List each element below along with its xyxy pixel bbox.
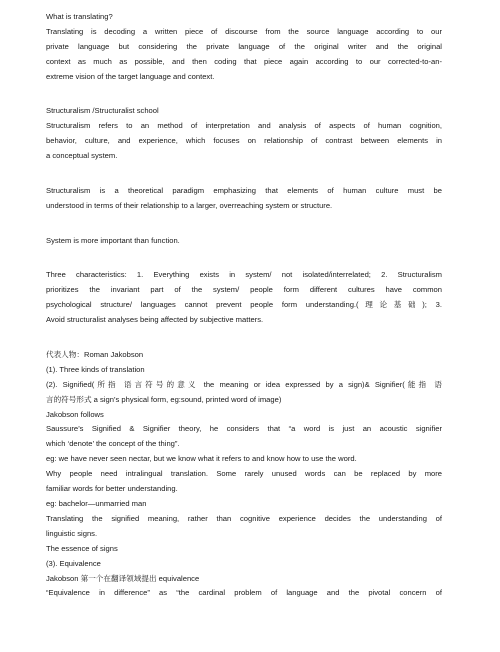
document-page [46, 10, 442, 601]
text-line: (2). Signified(所指 语言符号的意义 the meaning or idea expressed by a sign)& Signifier(能指 语 [46, 379, 442, 389]
text-line: What is translating? [46, 12, 113, 21]
text-line: Structuralism refers to an method of interpretation and analysis of aspects of human cognition, [46, 121, 442, 131]
text-line: extreme vision of the target language and context. [46, 71, 215, 81]
text-line: behavior, culture, and experience, which focuses on relationship of contrast between elements in [46, 136, 442, 146]
text-line: linguistic signs. [46, 528, 98, 538]
text-line: Structuralism is a theoretical paradigm emphasizing that elements of human culture must be [46, 185, 442, 195]
text-line: context as much as possible, and then coding that piece again according to our corrected-to-an- [46, 56, 442, 66]
text-line: Jakobson 第一个在翻译领域提出 equivalence [46, 573, 200, 583]
text-line: “Equivalence in difference” as “the cardinal problem of language and the pivotal concern of [46, 588, 442, 598]
text-line: System is more important than function. [46, 235, 180, 245]
text-line: which ‘denote’ the concept of the thing”. [46, 439, 180, 449]
text-line: Saussure’s Signified & Signifier theory, he considers that “a word is just an acoustic signifier [46, 424, 442, 434]
text-line: understood in terms of their relationship to a larger, overreaching system or structure. [46, 200, 333, 210]
text-line: a conceptual system. [46, 151, 118, 161]
text-line: (3). Equivalence [46, 558, 101, 568]
text-line: Why people need intralingual translation. Some rarely unused words can be replaced by more [46, 469, 442, 479]
text-line: private language but considering the private language of the original writer and the original [46, 41, 442, 51]
text-line: Jakobson follows [46, 409, 104, 419]
text-line: 言的符号形式 a sign’s physical form, eg:sound, printed word of image) [46, 394, 282, 404]
text-line: Translating the signified meaning, rather than cognitive experience decides the understanding of [46, 513, 442, 523]
text-line: The essence of signs [46, 543, 118, 553]
text-line: psychological structure/ languages cannot prevent people form understanding.(理论基础); 3. [46, 300, 442, 310]
text-line: Translating is decoding a written piece of discourse from the source language according to our [46, 26, 442, 36]
text-line: prioritizes the invariant part of the system/ people form different cultures have common [46, 285, 442, 295]
text-line: 代表人物：Roman Jakobson [46, 349, 144, 359]
text-line: familiar words for better understanding. [46, 484, 178, 494]
text-line: Avoid structuralist analyses being affected by subjective matters. [46, 315, 264, 325]
text-line: eg: we have never seen nectar, but we know what it refers to and know how to use the word. [46, 454, 357, 464]
text-line: (1). Three kinds of translation [46, 364, 145, 374]
text-line: Structuralism /Structuralist school [46, 106, 159, 116]
text-line: Three characteristics: 1. Everything exists in system/ not isolated/interrelated; 2. Structuralism [46, 270, 442, 280]
text-line: eg: bachelor—unmarried man [46, 499, 147, 509]
